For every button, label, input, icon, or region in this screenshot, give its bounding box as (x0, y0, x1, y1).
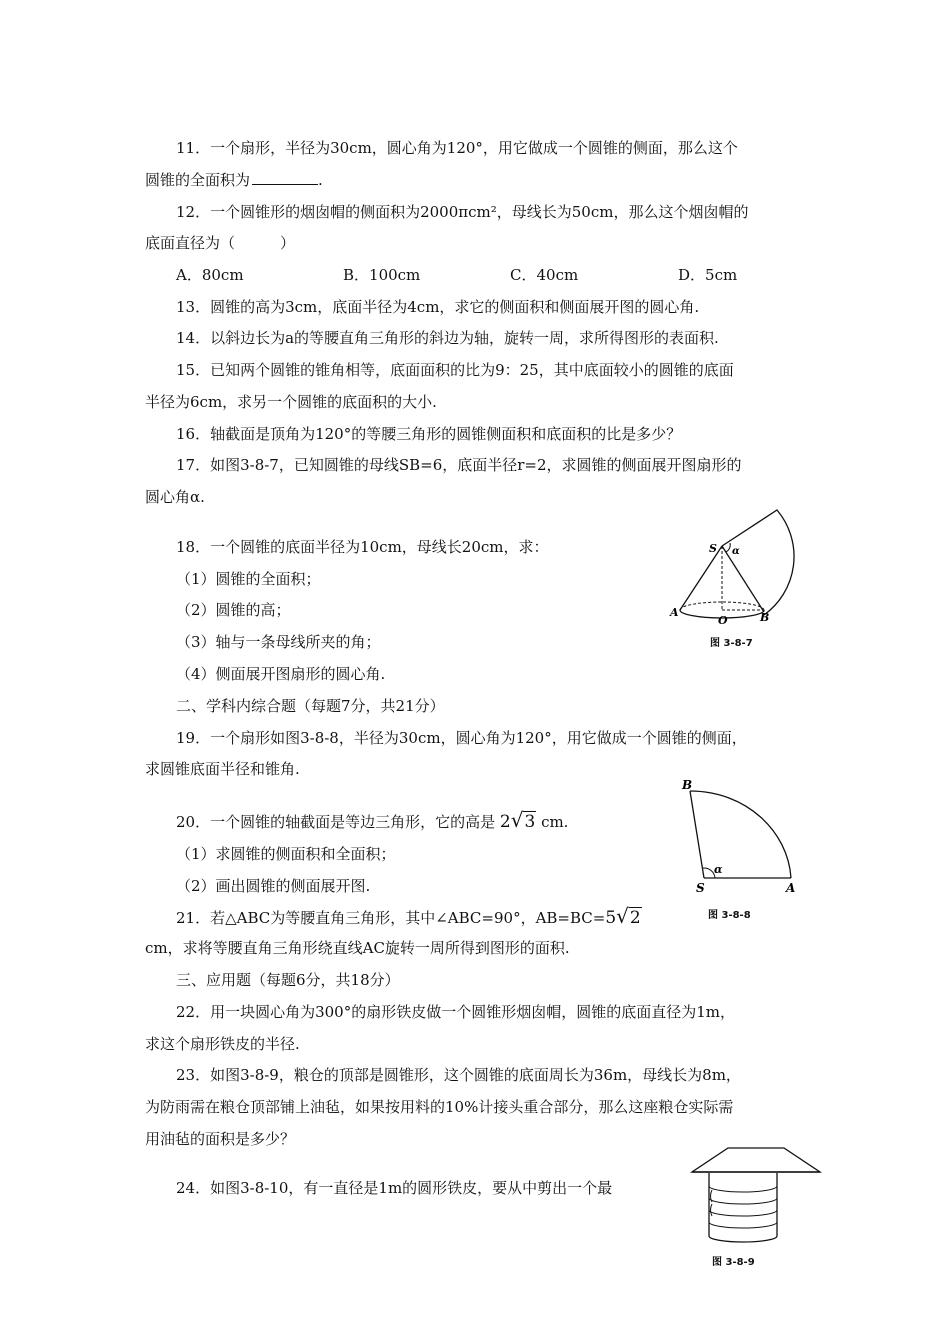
q18-part1: （1）圆锥的全面积； (176, 570, 321, 588)
q11-line2 (145, 170, 323, 190)
q19-line1: 19．一个扇形如图3-8-8，半径为30cm，圆心角为120°，用它做成一个圆锥的侧面， (176, 729, 747, 747)
q22-line2: 求这个扇形铁皮的半径. (145, 1035, 300, 1053)
q18-part2: （2）圆锥的高； (176, 601, 291, 619)
q12-option-a: A．80cm (176, 266, 244, 284)
q18-part3: （3）轴与一条母线所夹的角； (176, 633, 381, 651)
fig388-label-b: B (682, 778, 693, 792)
q11-line2-text: 圆锥的全面积为 (145, 171, 251, 189)
q20-unit: cm. (541, 813, 569, 831)
q11-period: . (318, 171, 323, 189)
q20-radical-expression (500, 810, 536, 832)
q20-stem-text: 20．一个圆锥的轴截面是等边三角形，它的高是 (176, 813, 496, 831)
section-2-heading: 二、学科内综合题（每题7分，共21分） (176, 697, 445, 715)
sqrt-icon: √ (510, 808, 524, 832)
q14: 14．以斜边长为a的等腰直角三角形的斜边为轴，旋转一周，求所得图形的表面积. (176, 329, 719, 347)
fig387-caption: 图 3-8-7 (710, 638, 753, 649)
q22-line1: 22．用一块圆心角为300°的扇形铁皮做一个圆锥形烟囱帽，圆锥的底面直径为1m， (176, 1003, 735, 1021)
q23-line2: 为防雨需在粮仓顶部铺上油毡，如果按用料的10%计接头重合部分，那么这座粮仓实际需 (145, 1098, 734, 1116)
fig388-label-alpha: α (714, 863, 723, 876)
q16: 16．轴截面是顶角为120°的等腰三角形的圆锥侧面积和底面积的比是多少？ (176, 425, 682, 443)
fig388-label-s: S (696, 881, 705, 895)
fig389-caption: 图 3-8-9 (712, 1257, 755, 1268)
answer-blank (252, 170, 318, 185)
fig388-label-a: A (786, 881, 796, 895)
figure-3-8-9 (688, 1146, 824, 1246)
figure-3-8-8 (676, 776, 806, 896)
q15-line1: 15．已知两个圆锥的锥角相等，底面面积的比为9：25，其中底面较小的圆锥的底面 (176, 361, 734, 379)
q20-coefficient: 2 (499, 812, 511, 832)
q12-line1: 12．一个圆锥形的烟囱帽的侧面积为2000πcm²，母线长为50cm，那么这个烟囱帽的 (176, 203, 749, 221)
q20-part1: （1）求圆锥的侧面积和全面积； (176, 845, 396, 863)
q21-line1 (176, 906, 642, 928)
q21-line1-text: 21．若△ABC为等腰直角三角形，其中∠ABC=90°，AB=BC= (176, 909, 606, 927)
q20-radicand: 3 (524, 812, 536, 832)
q23-line1: 23．如图3-8-9，粮仓的顶部是圆锥形，这个圆锥的底面周长为36m，母线长为8m， (176, 1066, 741, 1084)
fig387-label-a: A (670, 606, 679, 619)
q21-radicand: 2 (629, 908, 641, 928)
q18-part4: （4）侧面展开图扇形的圆心角. (176, 665, 386, 683)
fig387-label-b: B (760, 611, 770, 624)
q12-line2: 底面直径为（ ） (145, 234, 296, 252)
q17-line2: 圆心角α. (145, 488, 205, 506)
q17-line1: 17．如图3-8-7，已知圆锥的母线SB=6，底面半径r=2，求圆锥的侧面展开图扇形的 (176, 456, 742, 474)
q18-stem: 18．一个圆锥的底面半径为10cm，母线长20cm，求： (176, 538, 549, 556)
sqrt-icon: √ (616, 904, 629, 928)
q13: 13．圆锥的高为3cm，底面半径为4cm，求它的侧面积和侧面展开图的圆心角. (176, 298, 700, 316)
fig388-caption: 图 3-8-8 (708, 910, 751, 921)
q21-line2: cm，求将等腰直角三角形绕直线AC旋转一周所得到图形的面积. (145, 939, 570, 957)
figure-3-8-7 (668, 500, 808, 625)
q24: 24．如图3-8-10，有一直径是1m的圆形铁皮，要从中剪出一个最 (176, 1179, 613, 1197)
q19-line2: 求圆锥底面半径和锥角. (145, 760, 300, 778)
q23-line3: 用油毡的面积是多少？ (145, 1130, 296, 1148)
fig387-label-o: O (718, 614, 728, 625)
q20-stem (176, 810, 568, 832)
q21-coefficient: 5 (605, 908, 617, 928)
fig387-label-alpha: α (732, 546, 740, 557)
q12-option-b: B．100cm (343, 266, 421, 284)
q11-line1: 11．一个扇形，半径为30cm，圆心角为120°，用它做成一个圆锥的侧面，那么这个 (176, 139, 738, 157)
q20-part2: （2）画出圆锥的侧面展开图. (176, 877, 371, 895)
q12-option-c: C．40cm (510, 266, 579, 284)
q21-radical-expression (605, 906, 641, 928)
q12-option-d: D．5cm (678, 266, 738, 284)
q15-line2: 半径为6cm，求另一个圆锥的底面积的大小. (145, 393, 437, 411)
fig387-label-s: S (709, 542, 717, 555)
section-3-heading: 三、应用题（每题6分，共18分） (176, 971, 400, 989)
